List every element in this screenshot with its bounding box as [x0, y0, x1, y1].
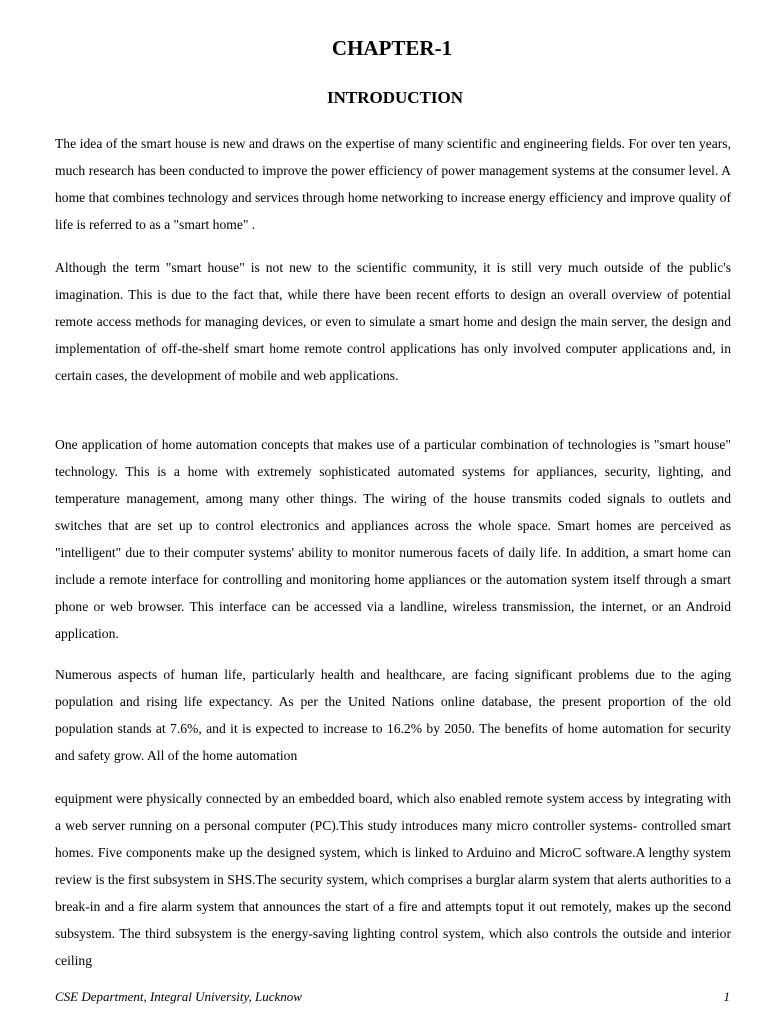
paragraph-3: One application of home automation concepts that makes use of a particular combination of technologies is "smart house" technology. This is a home with extremely sophisticated automated systems for appliances, security, lighting, and temperature management, among many other things. The wiring of the house transmits coded signals to outlets and switches that are set up to control electronics and appliances across the whole space. Smart homes are perceived as "intelligent" due to their computer systems' ability to monitor numerous facets of daily life. In addition, a smart home can include a remote interface for controlling and monitoring home appliances or the automation system itself through a smart phone or web browser. This interface can be accessed via a landline, wireless transmission, the internet, or an Android application.: [55, 437, 731, 641]
paragraph-5: equipment were physically connected by an embedded board, which also enabled remote system access by integrating with a web server running on a personal computer (PC).This study introduces many micro controller systems- controlled smart homes. Five components make up the designed system, which is linked to Arduino and MicroC software.A lengthy system review is the first subsystem in SHS.The security system, which comprises a burglar alarm system that alerts authorities to a break-in and a fire alarm system that announces the start of a fire and attempts toput it out remotely, makes up the second subsystem. The third subsystem is the energy-saving lighting control system, which also controls the outside and interior ceiling: [55, 791, 731, 968]
paragraph-2: Although the term "smart house" is not new to the scientific community, it is still very much outside of the public's imagination. This is due to the fact that, while there have been recent efforts to design an overall overview of potential remote access methods for managing devices, or even to simulate a smart home and design the main server, the design and implementation of off-the-shelf smart home remote control applications has only involved computer applications and, in certain cases, the development of mobile and web applications.: [55, 260, 731, 383]
footer-page-number: 1: [723, 989, 730, 1004]
paragraph-4: Numerous aspects of human life, particularly health and healthcare, are facing significant problems due to the aging population and rising life expectancy. As per the United Nations online database, the present proportion of the old population stands at 7.6%, and it is expected to increase to 16.2% by 2050. The benefits of home automation for security and safety grow. All of the home automation: [55, 667, 731, 763]
footer-department: CSE Department, Integral University, Lucknow: [55, 989, 302, 1004]
section-title: INTRODUCTION: [326, 88, 464, 107]
paragraph-1: The idea of the smart house is new and draws on the expertise of many scientific and engineering fields. For over ten years, much research has been conducted to improve the power efficiency of power management systems at the consumer level. A home that combines technology and services through home networking to increase energy efficiency and improve quality of life is referred to as a "smart home" .: [55, 136, 731, 232]
chapter-title: CHAPTER-1: [331, 36, 453, 60]
